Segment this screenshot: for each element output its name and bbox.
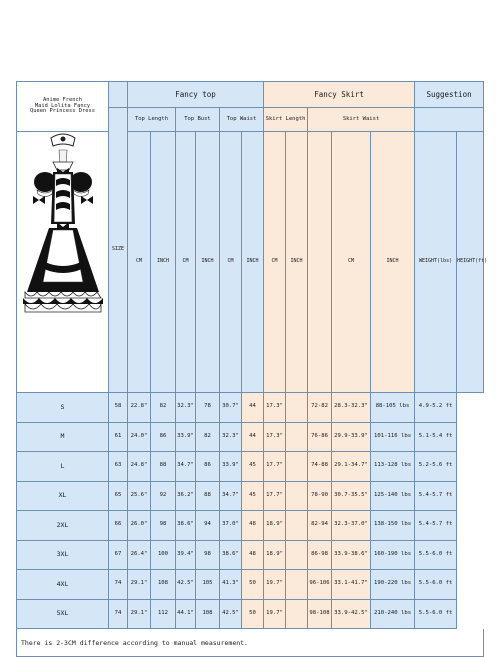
size-cell: 5XL xyxy=(17,599,109,629)
table-row: XL 65 25.6" 92 36.2" 88 34.7" 45 17.7" 78-90 30.7-35.5" 125-140 lbs 5.4-5.7 ft xyxy=(17,481,484,511)
table-row: 3XL 67 26.4" 100 39.4" 98 38.6" 48 18.9" 86-98 33.9-38.6" 160-190 lbs 5.5-6.0 ft xyxy=(17,540,484,570)
size-cell: M xyxy=(17,422,109,452)
group-suggestion: Suggestion xyxy=(415,82,484,108)
group-fancy-top: Fancy top xyxy=(128,82,264,108)
table-row: 2XL 66 26.0" 98 38.6" 94 37.0" 48 18.9" 82-94 32.3-37.0" 138-150 lbs 5.4-5.7 ft xyxy=(17,511,484,541)
size-cell: XL xyxy=(17,481,109,511)
col-skirt-waist: Skirt Waist xyxy=(308,108,415,132)
col-top-length: Top Length xyxy=(128,108,176,132)
size-chart xyxy=(16,81,488,647)
maid-dress-image xyxy=(19,132,107,392)
measurement-note: There is 2-3CM difference according to manual measurement. xyxy=(16,629,484,657)
table-row: M 61 24.0" 86 33.9" 82 32.3" 44 17.3" 76-86 29.9-33.9" 101-116 lbs 5.1-5.4 ft xyxy=(17,422,484,452)
size-chart-table: Anime French Maid Lolita Fancy Queen Princess Dress Fancy top Fancy Skirt Suggestion SIZE Top Length Top Bust Top Waist Skirt Length Skirt Waist CM INCH CM INCH CM INCH CM INCH CM INCH WEIGHT(lbs) HEIGHT(ft) S 58 22.8" 82 32.3" 78 30.7" 44 17.3" 72-82 28.3-32.3" 88-105 lbs 4.9-5.2 ft M 61 24.0" 86 33.9" 82 32.3" 44 17.3" 76-86 29.9-33.9" 101-116 lbs 5.1-5.4 ft L 63 24.8" 88 34.7" 86 33.9" 45 17.7" 74-88 29.1-34.7" 113-128 lbs 5.2-5.6 ft XL 65 25.6" 92 36.2" 88 34.7" 45 17.7" 78-90 30.7-35.5" 125-140 lbs 5.4-5.7 ft 2XL 66 26.0" 98 38.6" 94 37.0" 48 18.9" 82-94 32.3-37.0" 138-150 lbs 5.4-5.7 ft 3XL 67 26.4" 100 39.4" 98 38.6" 48 18.9" 86-98 33.9-38.6" 160-190 lbs 5.5-6.0 ft 4XL 74 29.1" 108 42.5" 105 41.3" 50 19.7" 96-106 33.1-41.7" 190-220 lbs 5.5-6.0 ft 5XL 74 29.1" 112 44.1" 108 42.5" 50 19.7" 98-108 33.9-42.5" 210-240 lbs 5.5-6.0 ft xyxy=(16,81,484,629)
col-skirt-length: Skirt Length xyxy=(264,108,308,132)
size-cell: 2XL xyxy=(17,511,109,541)
product-image xyxy=(17,132,109,393)
product-title: Anime French Maid Lolita Fancy Queen Princess Dress xyxy=(17,82,109,132)
table-row: L 63 24.8" 88 34.7" 86 33.9" 45 17.7" 74-88 29.1-34.7" 113-128 lbs 5.2-5.6 ft xyxy=(17,452,484,482)
size-cell: L xyxy=(17,452,109,482)
table-row: S 58 22.8" 82 32.3" 78 30.7" 44 17.3" 72-82 28.3-32.3" 88-105 lbs 4.9-5.2 ft xyxy=(17,393,484,423)
size-cell: 4XL xyxy=(17,570,109,600)
group-fancy-skirt: Fancy Skirt xyxy=(264,82,415,108)
table-row: 5XL 74 29.1" 112 44.1" 108 42.5" 50 19.7" 98-108 33.9-42.5" 210-240 lbs 5.5-6.0 ft xyxy=(17,599,484,629)
table-row: 4XL 74 29.1" 108 42.5" 105 41.3" 50 19.7" 96-106 33.1-41.7" 190-220 lbs 5.5-6.0 ft xyxy=(17,570,484,600)
size-header: SIZE xyxy=(109,108,128,393)
col-top-bust: Top Bust xyxy=(176,108,220,132)
size-cell: S xyxy=(17,393,109,423)
size-cell: 3XL xyxy=(17,540,109,570)
col-top-waist: Top Waist xyxy=(220,108,264,132)
